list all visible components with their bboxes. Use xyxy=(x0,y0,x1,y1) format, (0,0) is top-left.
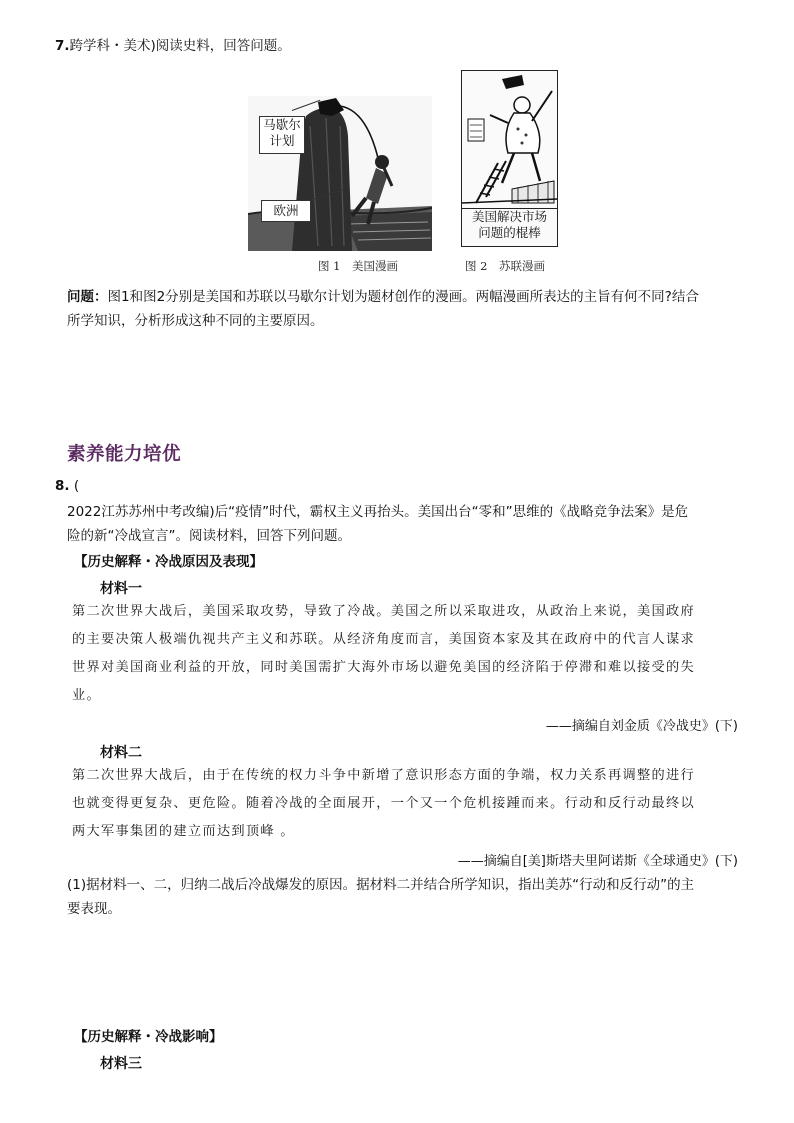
figure-2-caption: 图 2 苏联漫画 xyxy=(465,259,545,273)
material-1-line: 的主要决策人极端仇视共产主义和苏联。从经济角度而言，美国资本家及其在政府中的代言人谋求 xyxy=(72,632,695,647)
material-1-line: 业。 xyxy=(72,688,101,703)
question-7-stem xyxy=(55,37,291,56)
material-2-line: 也就变得更复杂、更危险。随着冷战的全面展开，一个又一个危机接踵而来。行动和反行动最终以 xyxy=(72,796,695,811)
cartoon-stick-image xyxy=(462,71,557,206)
figure-2-soviet-cartoon xyxy=(461,70,558,247)
block-1-tag: 【历史解释・冷战原因及表现】 xyxy=(74,554,263,570)
material-1-body xyxy=(72,598,732,710)
question-8-header: 8. ( xyxy=(55,478,80,494)
question-7-prompt-line-2: 所学知识，分析形成这种不同的主要原因。 xyxy=(67,313,324,329)
question-label: 问题： xyxy=(67,289,108,305)
material-2-line: 两大军事集团的建立而达到顶峰 。 xyxy=(72,824,295,839)
material-2-line: 第二次世界大战后，由于在传统的权力斗争中新增了意识形态方面的争端，权力关系再调整的进行 xyxy=(72,768,695,783)
question-7-prompt: 问题：图1和图2分别是美国和苏联以马歇尔计划为题材创作的漫画。两幅漫画所表达的主旨有何不同?结合 xyxy=(67,289,699,305)
sub-question-1-line-2: 要表现。 xyxy=(67,901,121,917)
figure-1-label-europe: 欧洲 xyxy=(261,200,311,222)
material-1-title: 材料一 xyxy=(100,581,142,597)
figure-2-label: 美国解决市场 问题的棍棒 xyxy=(462,208,557,241)
material-1-line: 第二次世界大战后，美国采取攻势，导致了冷战。美国之所以采取进攻，从政治上来说，美国政府 xyxy=(72,604,695,619)
material-1-source: ——摘编自刘金质《冷战史》(下) xyxy=(545,719,738,734)
material-2-body xyxy=(72,762,732,846)
figure-1-american-cartoon xyxy=(248,96,432,251)
block-2-tag: 【历史解释・冷战影响】 xyxy=(74,1029,223,1045)
material-2-source: ——摘编自[美]斯塔夫里阿诺斯《全球通史》(下) xyxy=(457,854,738,869)
figure-1-label-marshall-plan: 马歇尔 计划 xyxy=(259,116,305,154)
question-8-intro-line-1: 2022江苏苏州中考改编)后“疫情”时代，霸权主义再抬头。美国出台“零和”思维的《战略竞争法案》是危 xyxy=(67,504,689,520)
question-8-number: 8. xyxy=(55,478,70,494)
sub-question-1-line-1: (1)据材料一、二，归纳二战后冷战爆发的原因。据材料二并结合所学知识，指出美苏“行动和反行动”的主 xyxy=(67,877,695,893)
material-1-line: 世界对美国商业利益的开放，同时美国需扩大海外市场以避免美国的经济陷于停滞和难以接受的失 xyxy=(72,660,695,675)
material-2-title: 材料二 xyxy=(100,745,142,761)
question-8-intro-line-2: 险的新“冷战宣言”。阅读材料，回答下列问题。 xyxy=(67,528,351,544)
figure-1-caption: 图 1 美国漫画 xyxy=(318,259,398,273)
material-3-title: 材料三 xyxy=(100,1056,142,1072)
question-7-number: 7. xyxy=(55,38,70,54)
section-heading: 素养能力培优 xyxy=(67,444,182,465)
question-7-text: 跨学科・美术)阅读史料，回答问题。 xyxy=(69,38,291,54)
